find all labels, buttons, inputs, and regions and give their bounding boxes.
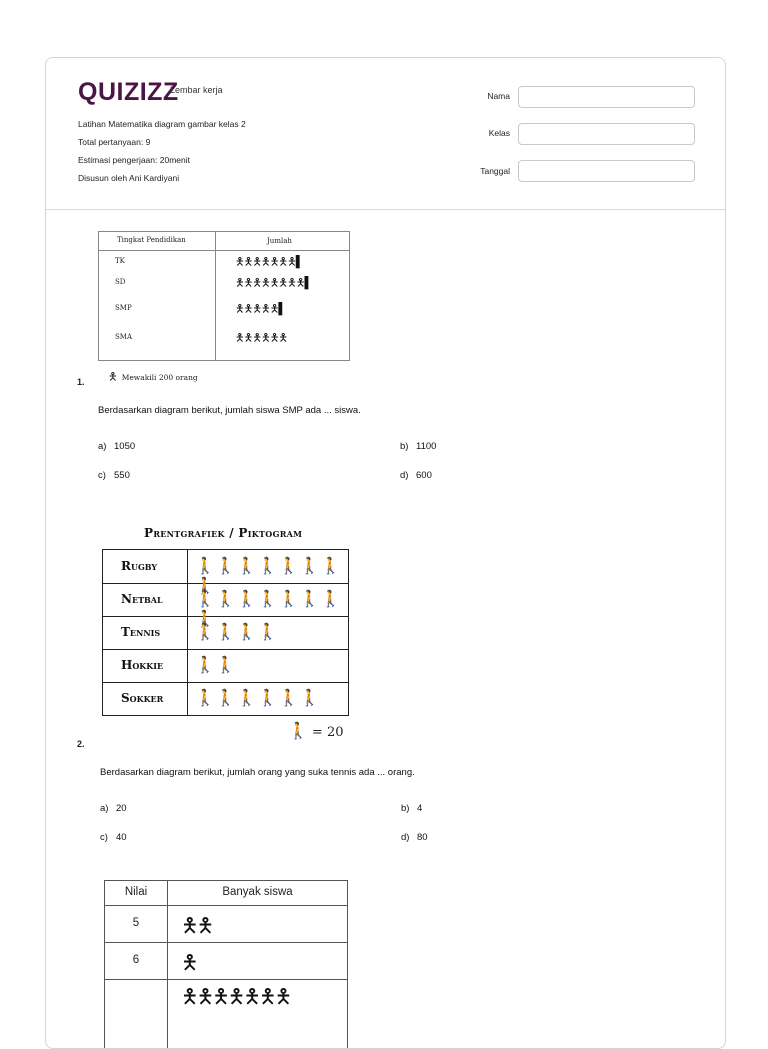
author: Disusun oleh Ani Kardiyani	[78, 173, 180, 183]
question-text: Berdasarkan diagram berikut, jumlah orang yang suka tennis ada ... orang.	[100, 767, 415, 778]
table-row	[103, 550, 348, 595]
question-number: 1.	[77, 377, 85, 387]
table-row	[105, 943, 347, 980]
name-field[interactable]	[518, 86, 695, 108]
name-label: Nama	[487, 91, 510, 101]
option-b[interactable]: b) 1100	[400, 441, 437, 452]
option-b[interactable]: b) 4	[401, 803, 423, 814]
pictogram-icons: 🯅🯅🯅🯅🯅🯅🯅	[181, 986, 291, 1008]
quizizz-logo: QUIZIZZ	[78, 78, 179, 106]
pictogram-icons: 🯅🯅🯅🯅🯅▌	[235, 303, 286, 315]
option-d[interactable]: d) 80	[401, 832, 428, 843]
worksheet	[45, 57, 726, 1049]
sports-pictogram-table	[102, 549, 349, 716]
table-row	[105, 980, 347, 1016]
option-d[interactable]: d) 600	[400, 470, 432, 481]
pictogram-icons: 🯅🯅🯅🯅🯅🯅	[235, 332, 288, 344]
table-row	[103, 682, 348, 715]
pictogram-icons: 🚶🚶🚶🚶	[195, 624, 279, 641]
person-icon: 🯅	[108, 370, 118, 383]
pictogram-icons: 🯅🯅	[181, 915, 213, 937]
table-header-value: Nilai	[124, 886, 148, 898]
pictogram-icons: 🯅🯅🯅🯅🯅🯅🯅▌	[235, 256, 303, 268]
table-row-label: Netbal	[121, 592, 163, 606]
table-row	[103, 649, 348, 683]
pictogram-title: Prentgrafiek / Piktogram	[144, 526, 303, 540]
option-c[interactable]: c) 550	[98, 470, 130, 481]
walking-person-icon: 🚶	[288, 721, 308, 740]
table-row-label: SMA	[115, 333, 133, 341]
table-header-students: Banyak siswa	[222, 886, 293, 898]
pictogram-icons: 🚶🚶🚶🚶🚶🚶🚶🚶	[195, 591, 342, 628]
table-row	[105, 881, 347, 906]
table-row	[103, 583, 348, 628]
date-label: Tanggal	[480, 166, 510, 176]
table-header-education: Tingkat Pendidikan	[117, 236, 186, 244]
worksheet-header	[46, 58, 725, 210]
option-a[interactable]: a) 20	[100, 803, 127, 814]
table-header-count: Jumlah	[267, 237, 292, 245]
table-row-label: SD	[115, 278, 126, 286]
total-questions: Total pertanyaan: 9	[78, 137, 151, 147]
pictogram-icons: 🚶🚶	[195, 657, 237, 674]
pictogram-legend: 🚶 = 20	[288, 721, 344, 740]
option-a[interactable]: a) 1050	[98, 441, 136, 452]
option-c[interactable]: c) 40	[100, 832, 127, 843]
table-row-label: TK	[115, 257, 125, 265]
table-row-label: 6	[132, 954, 140, 966]
table-row	[105, 906, 347, 943]
table-row-label: SMP	[115, 304, 132, 312]
class-label: Kelas	[488, 128, 510, 138]
pictogram-icons: 🯅	[181, 952, 197, 974]
time-estimate: Estimasi pengerjaan: 20menit	[78, 155, 190, 165]
question-text: Berdasarkan diagram berikut, jumlah siswa SMP ada ... siswa.	[98, 405, 361, 416]
question-number: 2.	[77, 739, 85, 749]
class-field[interactable]	[518, 123, 695, 145]
pictogram-legend: 🯅 Mewakili 200 orang	[108, 370, 198, 383]
education-pictogram-table	[98, 231, 350, 361]
table-row-label: Sokker	[121, 691, 164, 705]
table-row	[103, 616, 348, 650]
pictogram-icons: 🯅🯅🯅🯅🯅🯅🯅🯅▌	[235, 277, 312, 289]
table-row-label: 5	[132, 917, 140, 929]
date-field[interactable]	[518, 160, 695, 182]
table-row-label: Rugby	[121, 559, 158, 573]
table-row-label: Hokkie	[121, 658, 164, 672]
worksheet-title: Latihan Matematika diagram gambar kelas 2	[78, 119, 246, 129]
pictogram-icons: 🚶🚶🚶🚶🚶🚶	[195, 690, 321, 707]
worksheet-tag: Lembar kerja	[170, 85, 223, 95]
table-row-label: Tennis	[121, 625, 161, 639]
pictogram-icons: 🚶🚶🚶🚶🚶🚶🚶🚶	[195, 558, 342, 595]
